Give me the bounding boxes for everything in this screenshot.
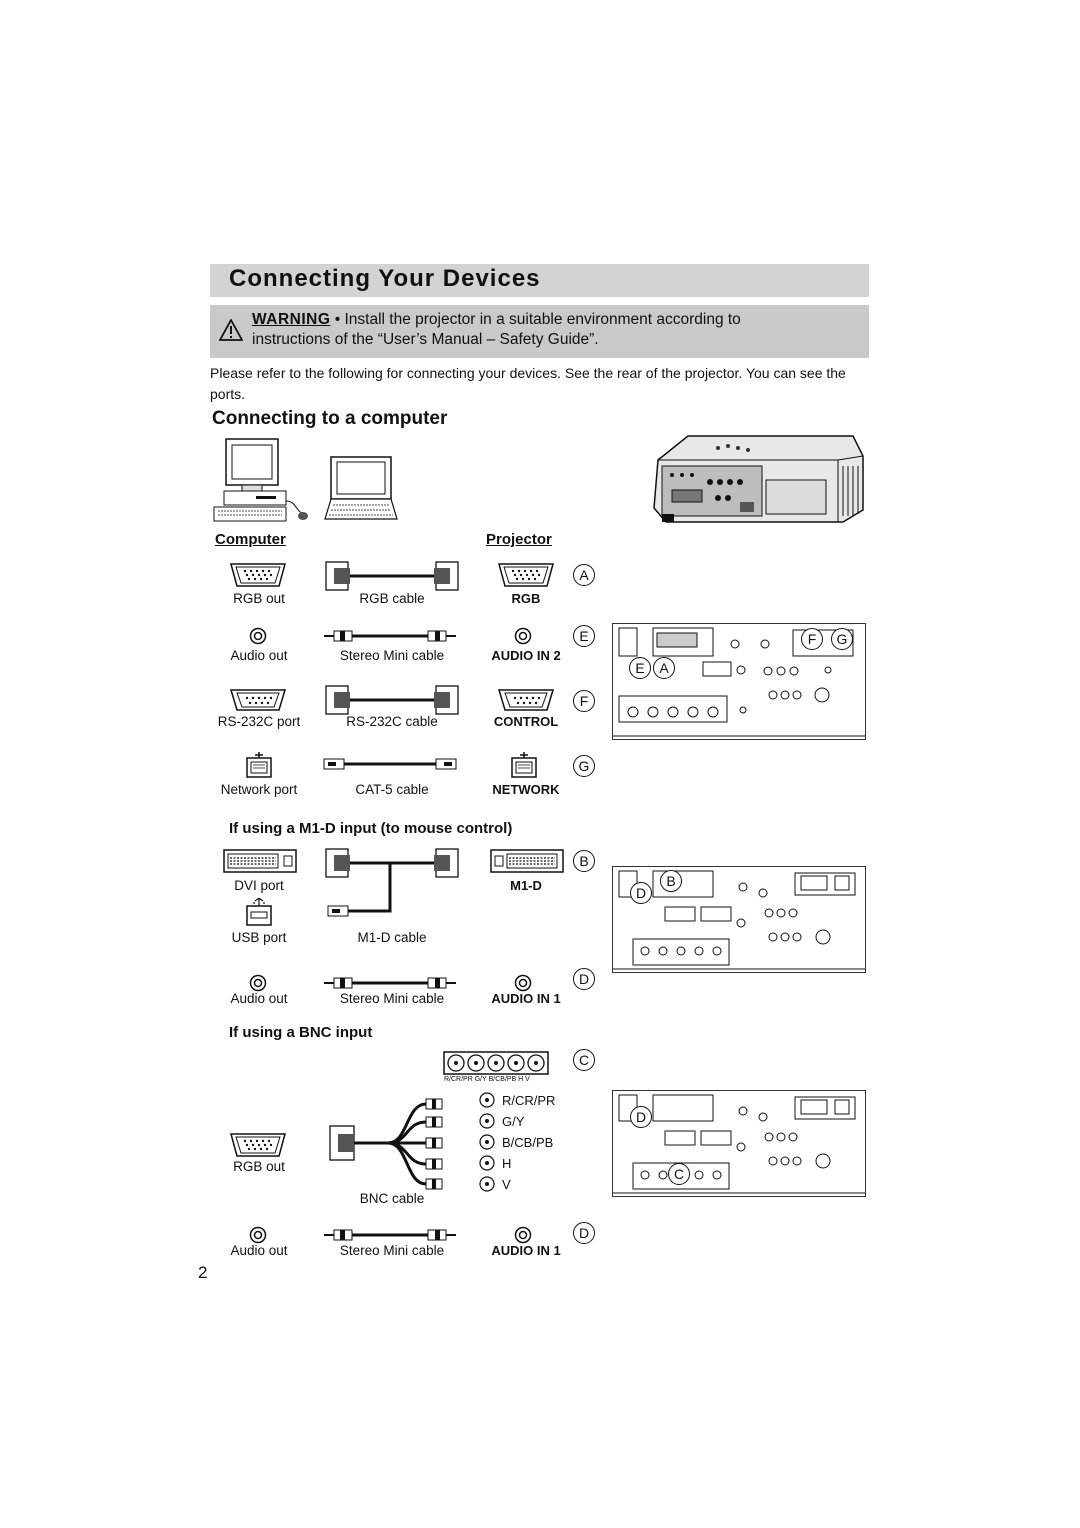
label-usb-port: USB port	[231, 930, 287, 945]
label-port-rgb: RGB	[511, 591, 541, 606]
stereo-mini-cable-icon	[322, 628, 458, 644]
label-port-audio-in-2: AUDIO IN 2	[491, 648, 561, 663]
audio-jack-icon	[249, 627, 267, 645]
projector-rear-panel-1	[612, 623, 866, 740]
bnc-line-r: R/CR/PR	[502, 1093, 556, 1108]
page-title: Connecting Your Devices	[229, 265, 541, 292]
usb-icon	[246, 898, 272, 926]
label-rs232c-cable: RS-232C cable	[346, 714, 438, 729]
bnc-strip-labels: R/CR/PR G/Y B/CB/PB H V	[444, 1076, 530, 1083]
rgb-cable-icon	[324, 560, 460, 592]
panel1-marker-g: G	[831, 628, 853, 650]
bnc-line-b: B/CB/PB	[502, 1135, 554, 1150]
warning-text-2: instructions of the “User’s Manual – Safety Guide”.	[252, 331, 599, 348]
dvi-connector-icon	[222, 848, 298, 874]
network-jack-icon	[246, 752, 272, 778]
label-network-port: Network port	[220, 782, 298, 797]
intro-text: Please refer to the following for connecting your devices. See the rear of the projector. You can see the ports.	[210, 365, 846, 402]
stereo-mini-cable-icon	[322, 1227, 458, 1243]
rear-panel-drawing	[613, 867, 865, 972]
bnc-line-v: V	[502, 1177, 511, 1192]
marker-e: E	[573, 625, 595, 647]
projector-icon	[648, 430, 868, 526]
bnc-line-g: G/Y	[502, 1114, 525, 1129]
bnc-jack-icons	[476, 1092, 498, 1196]
label-stereo-mini-cable: Stereo Mini cable	[339, 648, 445, 663]
label-m1d-cable: M1-D cable	[357, 930, 427, 945]
warning-box	[210, 305, 869, 358]
audio-jack-icon	[514, 627, 532, 645]
warning-label: WARNING	[252, 311, 331, 328]
section-title: Connecting to a computer	[212, 408, 448, 429]
label-port-network: NETWORK	[492, 782, 560, 797]
panel2-marker-d: D	[630, 882, 652, 904]
m1d-heading: If using a M1-D input (to mouse control)	[229, 820, 513, 837]
panel1-marker-a: A	[653, 657, 675, 679]
vga-connector-icon	[497, 562, 555, 588]
label-audio-out: Audio out	[230, 648, 288, 663]
label-cat5-cable: CAT-5 cable	[355, 782, 429, 797]
laptop-icon	[323, 455, 399, 523]
panel1-marker-e: E	[629, 657, 651, 679]
label-dvi-port: DVI port	[234, 878, 284, 893]
bnc-heading: If using a BNC input	[229, 1024, 373, 1041]
serial-connector-icon	[497, 688, 555, 712]
label-audio-out-2: Audio out	[230, 991, 288, 1006]
marker-g: G	[573, 755, 595, 777]
audio-jack-icon	[249, 974, 267, 992]
panel3-marker-d: D	[630, 1106, 652, 1128]
label-port-control: CONTROL	[493, 714, 559, 729]
label-stereo-mini-cable-3: Stereo Mini cable	[339, 1243, 445, 1258]
label-stereo-mini-cable-2: Stereo Mini cable	[339, 991, 445, 1006]
panel1-marker-f: F	[801, 628, 823, 650]
marker-c: C	[573, 1049, 595, 1071]
label-rgb-out-2: RGB out	[233, 1159, 285, 1174]
column-projector: Projector	[486, 531, 552, 548]
marker-d-2: D	[573, 1222, 595, 1244]
bnc-connector-icon	[442, 1050, 550, 1076]
rear-panel-drawing	[613, 624, 865, 739]
title-bar	[210, 264, 869, 297]
label-rs232c-port: RS-232C port	[217, 714, 301, 729]
rs232c-cable-icon	[324, 684, 460, 716]
label-audio-out-3: Audio out	[230, 1243, 288, 1258]
label-bnc-cable: BNC cable	[359, 1191, 425, 1206]
bnc-line-h: H	[502, 1156, 512, 1171]
warning-line-1	[252, 311, 741, 329]
desktop-computer-icon	[212, 437, 312, 525]
marker-f: F	[573, 690, 595, 712]
m1d-cable-icon	[324, 847, 460, 921]
dvi-connector-icon	[489, 848, 565, 874]
warning-triangle-icon	[219, 319, 243, 341]
vga-connector-icon	[229, 562, 287, 588]
stereo-mini-cable-icon	[322, 975, 458, 991]
marker-a: A	[573, 564, 595, 586]
label-port-audio-in-1-b: AUDIO IN 1	[491, 1243, 561, 1258]
label-rgb-out: RGB out	[233, 591, 285, 606]
vga-connector-icon	[229, 1132, 287, 1158]
marker-d-1: D	[573, 968, 595, 990]
projector-rear-panel-2	[612, 866, 866, 973]
label-rgb-cable: RGB cable	[359, 591, 425, 606]
audio-jack-icon	[514, 1226, 532, 1244]
label-port-m1d: M1-D	[510, 878, 542, 893]
serial-connector-icon	[229, 688, 287, 712]
rear-panel-drawing	[613, 1091, 865, 1196]
audio-jack-icon	[514, 974, 532, 992]
panel3-marker-c: C	[668, 1163, 690, 1185]
cat5-cable-icon	[322, 756, 458, 772]
bnc-cable-icon	[328, 1094, 478, 1194]
panel2-marker-b: B	[660, 870, 682, 892]
projector-rear-panel-3	[612, 1090, 866, 1197]
label-port-audio-in-1: AUDIO IN 1	[491, 991, 561, 1006]
marker-b: B	[573, 850, 595, 872]
audio-jack-icon	[249, 1226, 267, 1244]
network-jack-icon	[511, 752, 537, 778]
page-number: 2	[198, 1263, 208, 1282]
column-computer: Computer	[215, 531, 286, 548]
warning-text-1: • Install the projector in a suitable environment according to	[334, 311, 741, 328]
